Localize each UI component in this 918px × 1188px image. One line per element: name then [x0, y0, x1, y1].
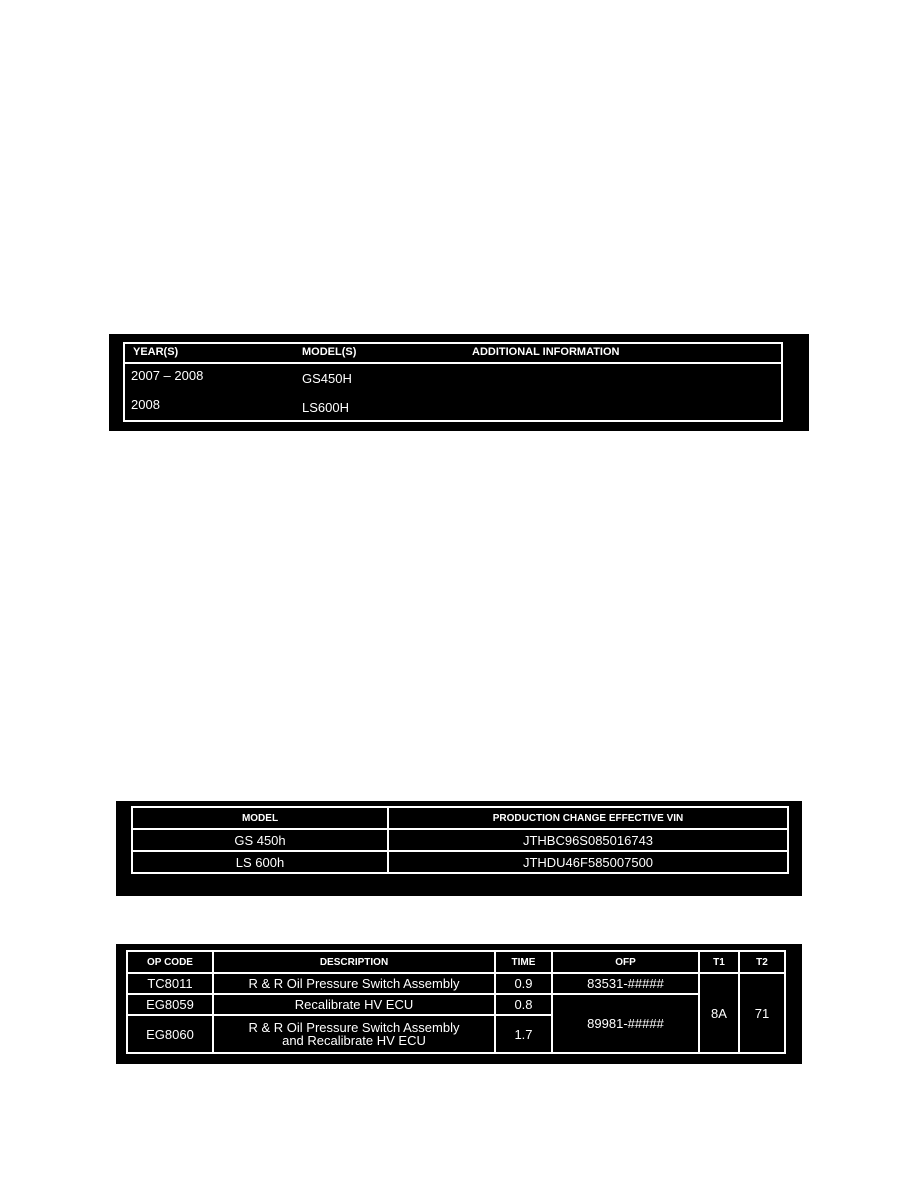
time-cell: 1.7: [495, 1015, 552, 1053]
warranty-table: [126, 950, 786, 1054]
description-cell: R & R Oil Pressure Switch Assembly: [213, 973, 495, 994]
row2-model: LS600H: [302, 400, 349, 415]
header-time: TIME: [495, 951, 552, 973]
t2-cell: 71: [739, 973, 785, 1053]
header-t2: T2: [739, 951, 785, 973]
vin-table: [131, 806, 789, 874]
applicability-header-row: [125, 344, 781, 364]
table-row: [127, 994, 785, 1015]
row2-year: 2008: [131, 397, 160, 412]
applicability-table: [123, 342, 783, 422]
vin-model-cell: GS 450h: [132, 829, 388, 851]
vin-cell: JTHBC96S085016743: [388, 829, 788, 851]
time-cell: 0.9: [495, 973, 552, 994]
table-row: [132, 829, 788, 851]
op-code-cell: EG8059: [127, 994, 213, 1015]
t1-cell: 8A: [699, 973, 739, 1053]
vin-cell: JTHDU46F585007500: [388, 851, 788, 873]
time-cell: 0.8: [495, 994, 552, 1015]
warranty-header-row: [127, 951, 785, 973]
header-t1: T1: [699, 951, 739, 973]
ofp-cell: 83531-#####: [552, 973, 699, 994]
row1-model: GS450H: [302, 371, 352, 386]
table-row: [132, 851, 788, 873]
header-additional-info: ADDITIONAL INFORMATION: [472, 346, 620, 358]
header-ofp: OFP: [552, 951, 699, 973]
description-line-2: and Recalibrate HV ECU: [282, 1033, 426, 1048]
vin-model-cell: LS 600h: [132, 851, 388, 873]
table-row: [127, 973, 785, 994]
header-effective-vin: PRODUCTION CHANGE EFFECTIVE VIN: [388, 807, 788, 829]
op-code-cell: TC8011: [127, 973, 213, 994]
description-line-1: R & R Oil Pressure Switch Assembly: [248, 1020, 460, 1035]
header-description: DESCRIPTION: [213, 951, 495, 973]
ofp-shared-cell: 89981-#####: [552, 994, 699, 1053]
row1-year: 2007 – 2008: [131, 368, 204, 383]
description-cell: Recalibrate HV ECU: [213, 994, 495, 1015]
warranty-panel: [116, 944, 802, 1064]
vin-header-row: [132, 807, 788, 829]
header-op-code: OP CODE: [127, 951, 213, 973]
vin-panel: [116, 801, 802, 896]
applicability-panel: [109, 334, 809, 431]
op-code-cell: EG8060: [127, 1015, 213, 1053]
header-years: YEAR(S): [133, 346, 179, 358]
header-model: MODEL: [132, 807, 388, 829]
description-cell: [213, 1015, 495, 1053]
header-models: MODEL(S): [302, 346, 357, 358]
